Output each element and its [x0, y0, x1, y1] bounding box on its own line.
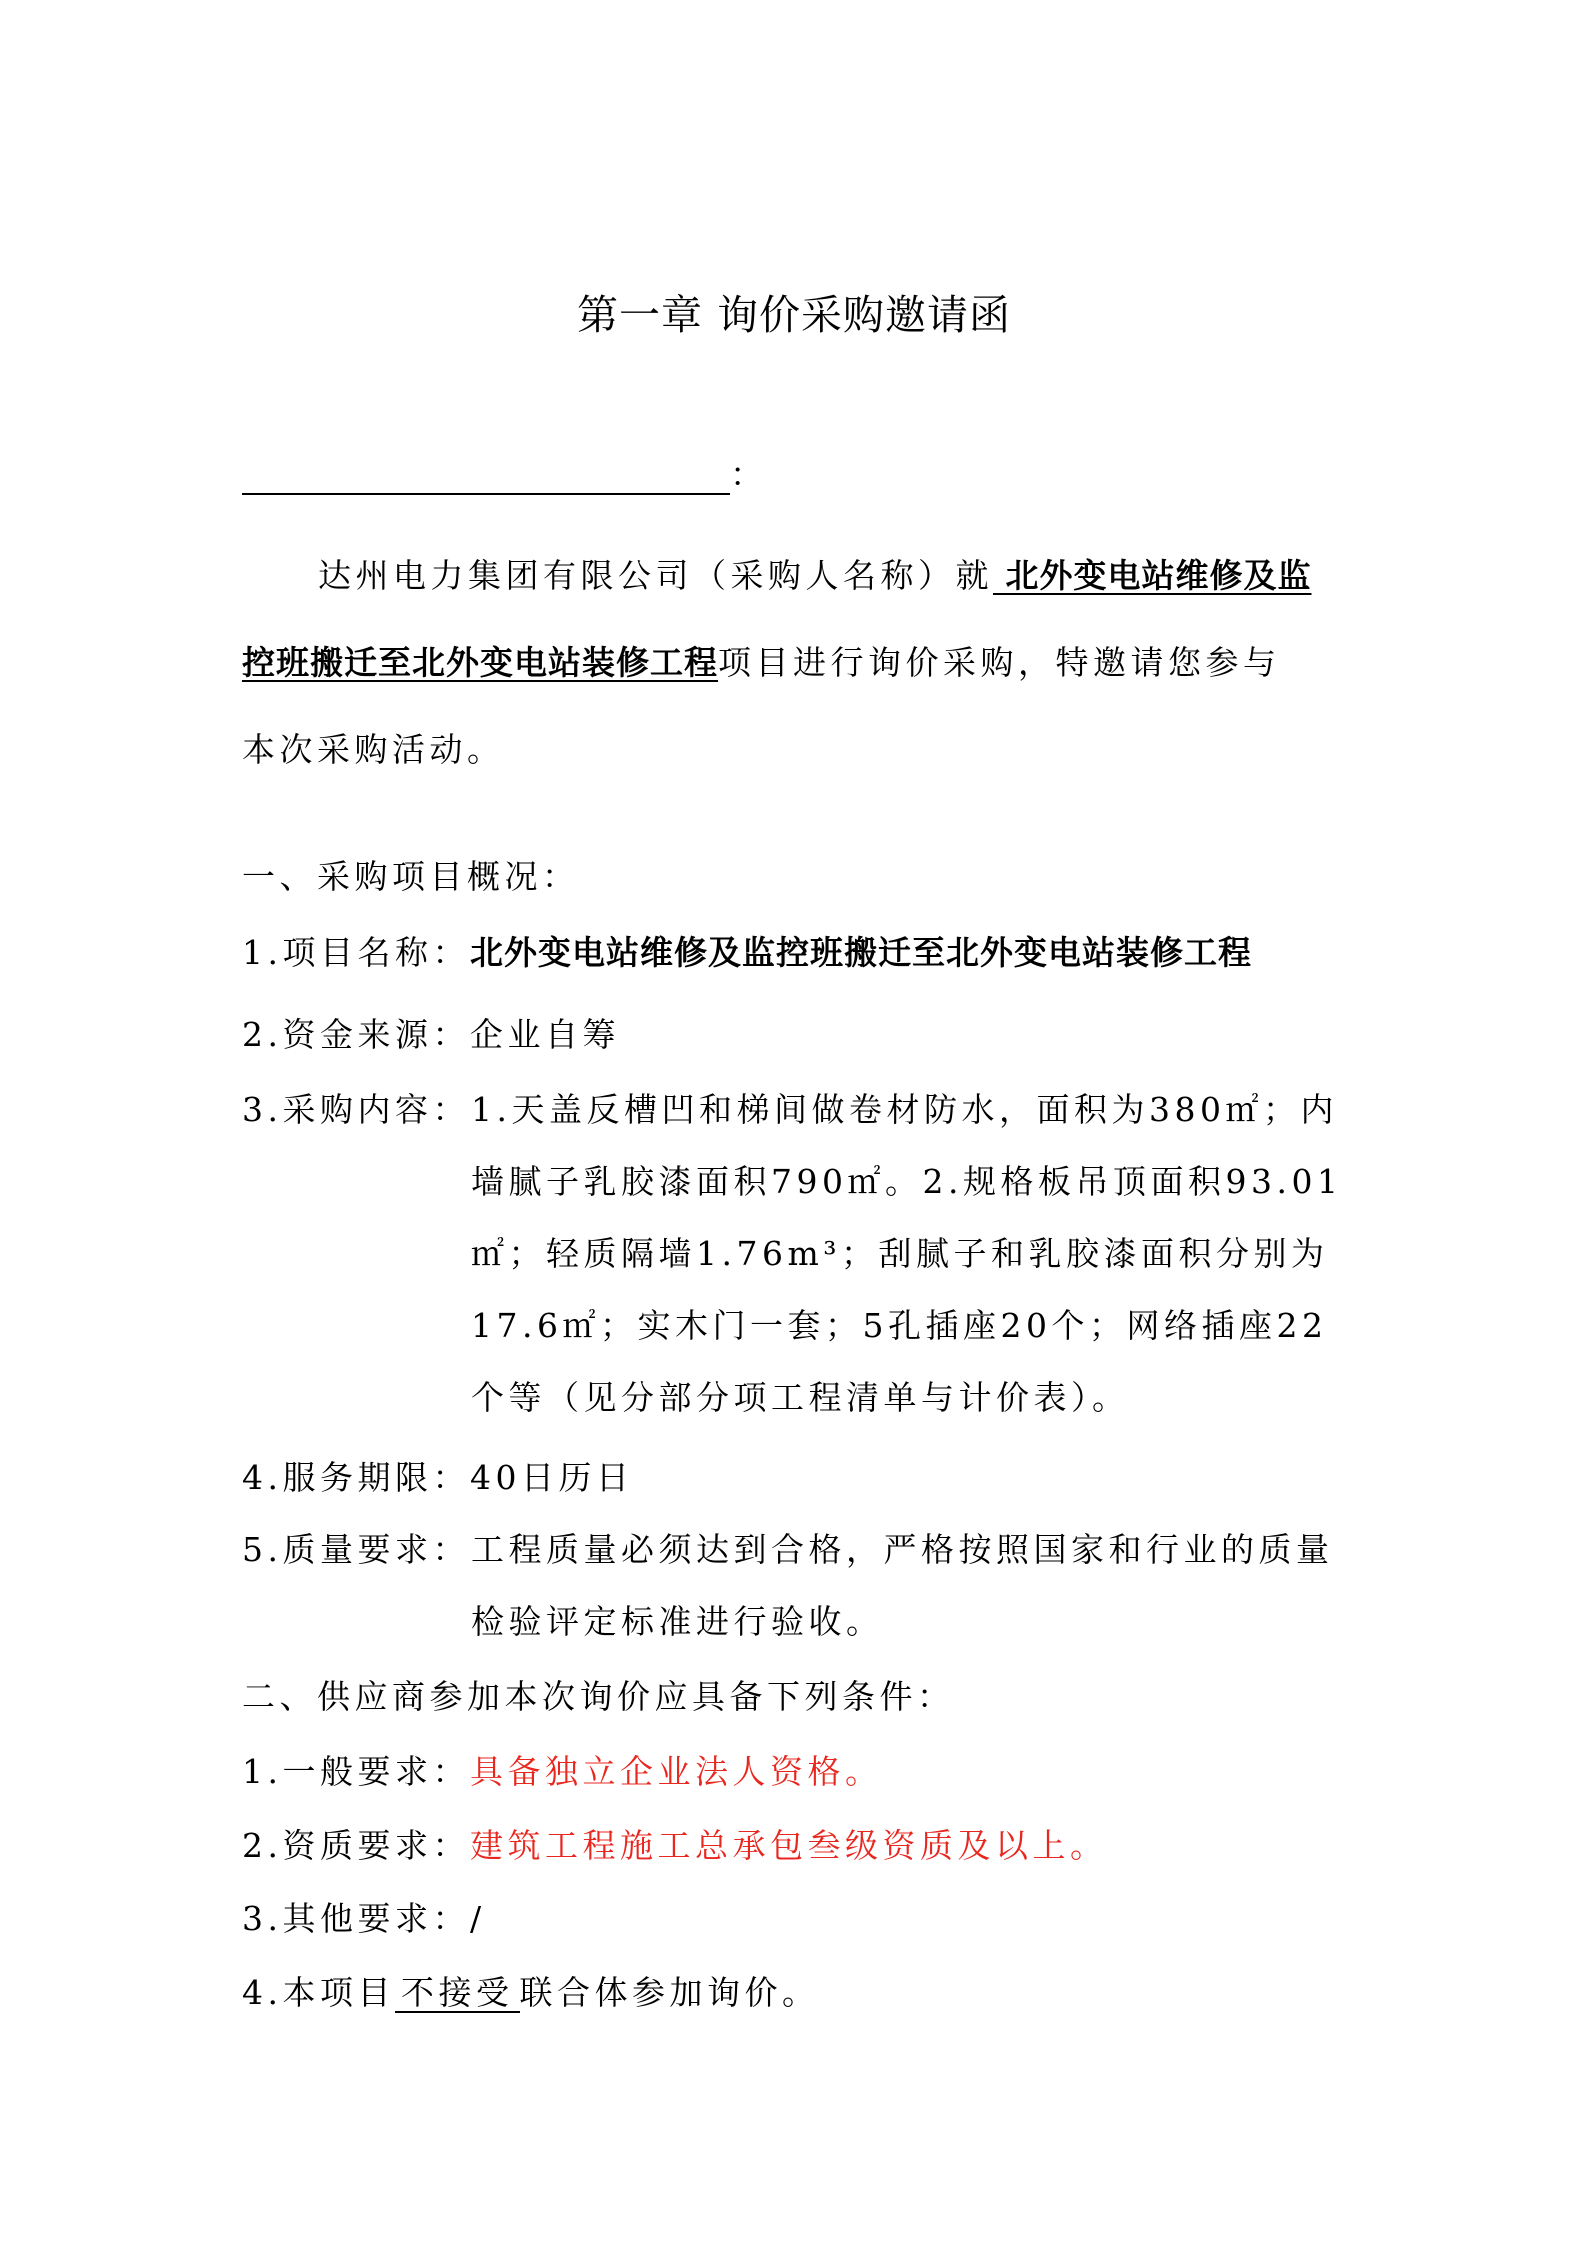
- section2-item2: [242, 1826, 1108, 1866]
- item5-line-2: 检验评定标准进行验收。: [471, 1602, 884, 1641]
- section1-item1: [242, 933, 1252, 973]
- section1-heading: 一、采购项目概况：: [242, 857, 580, 896]
- s2-item4-suffix: 联合体参加询价。: [519, 1973, 820, 2012]
- s2-item1-value: 具备独立企业法人资格。: [470, 1752, 883, 1791]
- section1-item5-label: 5.质量要求：: [242, 1530, 470, 1569]
- salutation-line: [242, 455, 763, 495]
- intro-line-2: [242, 643, 1281, 683]
- item2-label: 2.资金来源：: [242, 1015, 470, 1054]
- item3-line-3: ㎡；轻质隔墙1.76m³；刮腻子和乳胶漆面积分别为: [471, 1234, 1329, 1273]
- s2-item4-prefix: 4.本项目: [242, 1973, 395, 2012]
- project-name-part2: 控班搬迁至北外变电站装修工程: [242, 643, 718, 682]
- item5-line-1: 工程质量必须达到合格，严格按照国家和行业的质量: [471, 1530, 1334, 1569]
- item2-value: 企业自筹: [470, 1015, 620, 1054]
- item3-line-4: 17.6㎡；实木门一套；5孔插座20个；网络插座22: [471, 1306, 1328, 1345]
- s2-item1-label: 1.一般要求：: [242, 1752, 470, 1791]
- intro-line-1: [318, 556, 1312, 596]
- item3-line-1: 1.天盖反槽凹和梯间做卷材防水，面积为380㎡；内: [471, 1090, 1338, 1129]
- section2-item1: [242, 1752, 883, 1792]
- salutation-colon: ：: [730, 455, 763, 494]
- s2-item4-underlined: 不接受: [395, 1975, 520, 2013]
- section1-item3-label: 3.采购内容：: [242, 1090, 470, 1129]
- section2-item3: 3.其他要求：/: [242, 1899, 486, 1938]
- project-name-part1: 北外变电站维修及监: [993, 556, 1312, 595]
- item4-value: 40日历日: [470, 1458, 634, 1497]
- intro-prefix: 达州电力集团有限公司（采购人名称）就: [318, 556, 993, 595]
- s2-item2-value: 建筑工程施工总承包叁级资质及以上。: [470, 1826, 1108, 1865]
- section1-item2: [242, 1015, 620, 1055]
- item4-label: 4.服务期限：: [242, 1458, 470, 1497]
- item1-label: 1.项目名称：: [242, 933, 470, 972]
- item1-project-name: 北外变电站维修及监控班搬迁至北外变电站装修工程: [470, 933, 1252, 972]
- intro-line-3: 本次采购活动。: [242, 730, 505, 769]
- intro-line2-suffix: 项目进行询价采购，特邀请您参与: [718, 643, 1281, 682]
- item3-line-2: 墙腻子乳胶漆面积790㎡。2.规格板吊顶面积93.01: [471, 1162, 1343, 1201]
- chapter-title: 第一章 询价采购邀请函: [576, 291, 1012, 339]
- recipient-blank: [242, 463, 730, 495]
- item3-line-5: 个等（见分部分项工程清单与计价表）。: [471, 1378, 1130, 1417]
- section1-item4: [242, 1458, 634, 1498]
- s2-item2-label: 2.资质要求：: [242, 1826, 470, 1865]
- section2-heading: 二、供应商参加本次询价应具备下列条件：: [242, 1677, 955, 1716]
- section2-item4: [242, 1973, 820, 2013]
